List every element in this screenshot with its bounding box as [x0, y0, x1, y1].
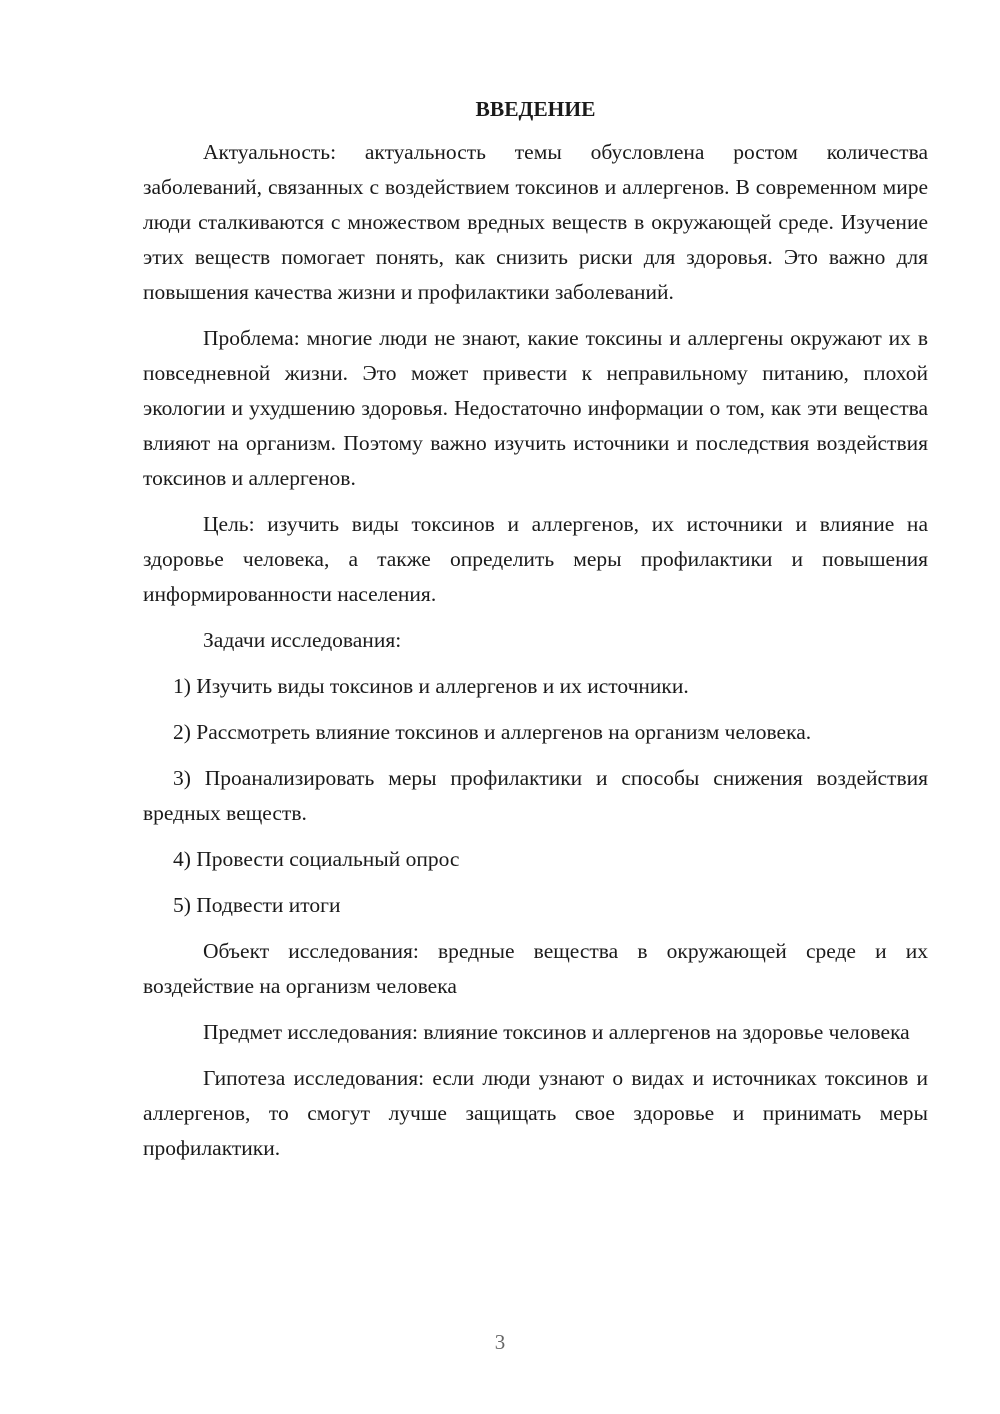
page-number: 3	[494, 1330, 506, 1354]
task-item-1: 1) Изучить виды токсинов и аллергенов и их источники.	[173, 674, 689, 698]
subject-paragraph: Предмет исследования: влияние токсинов и аллергенов на здоровье человека	[203, 1020, 910, 1044]
goal-paragraph: Цель: изучить виды токсинов и аллергенов, их источники и влияние на здоровье человека, а также определить меры профилактики и повышения информированности населения.	[143, 512, 928, 606]
task-item-5: 5) Подвести итоги	[173, 893, 341, 917]
page-title: ВВЕДЕНИЕ	[475, 97, 596, 121]
relevance-paragraph: Актуальность: актуальность темы обусловлена ростом количества заболеваний, связанных с воздействием токсинов и аллергенов. В современном мире люди сталкиваются с множеством вредных веществ в окружающей среде. Изучение этих веществ помогает понять, как снизить риски для здоровья. Это важно для повышения качества жизни и профилактики заболеваний.	[143, 140, 928, 304]
problem-paragraph: Проблема: многие люди не знают, какие токсины и аллергены окружают их в повседневной жизни. Это может привести к неправильному питанию, плохой экологии и ухудшению здоровья. Недостаточно информации о том, как эти вещества влияют на организм. Поэтому важно изучить источники и последствия воздействия токсинов и аллергенов.	[143, 326, 928, 490]
hypothesis-paragraph: Гипотеза исследования: если люди узнают о видах и источниках токсинов и аллергенов, то смогут лучше защищать свое здоровье и принимать меры профилактики.	[143, 1066, 928, 1160]
task-item-4: 4) Провести социальный опрос	[173, 847, 460, 871]
document-page	[143, 92, 928, 1177]
task-item-2: 2) Рассмотреть влияние токсинов и аллергенов на организм человека.	[173, 720, 812, 744]
task-item-3: 3) Проанализировать меры профилактики и способы снижения воздействия вредных веществ.	[143, 766, 928, 825]
tasks-heading: Задачи исследования:	[203, 628, 402, 652]
object-paragraph: Объект исследования: вредные вещества в окружающей среде и их воздействие на организм человека	[143, 939, 928, 998]
